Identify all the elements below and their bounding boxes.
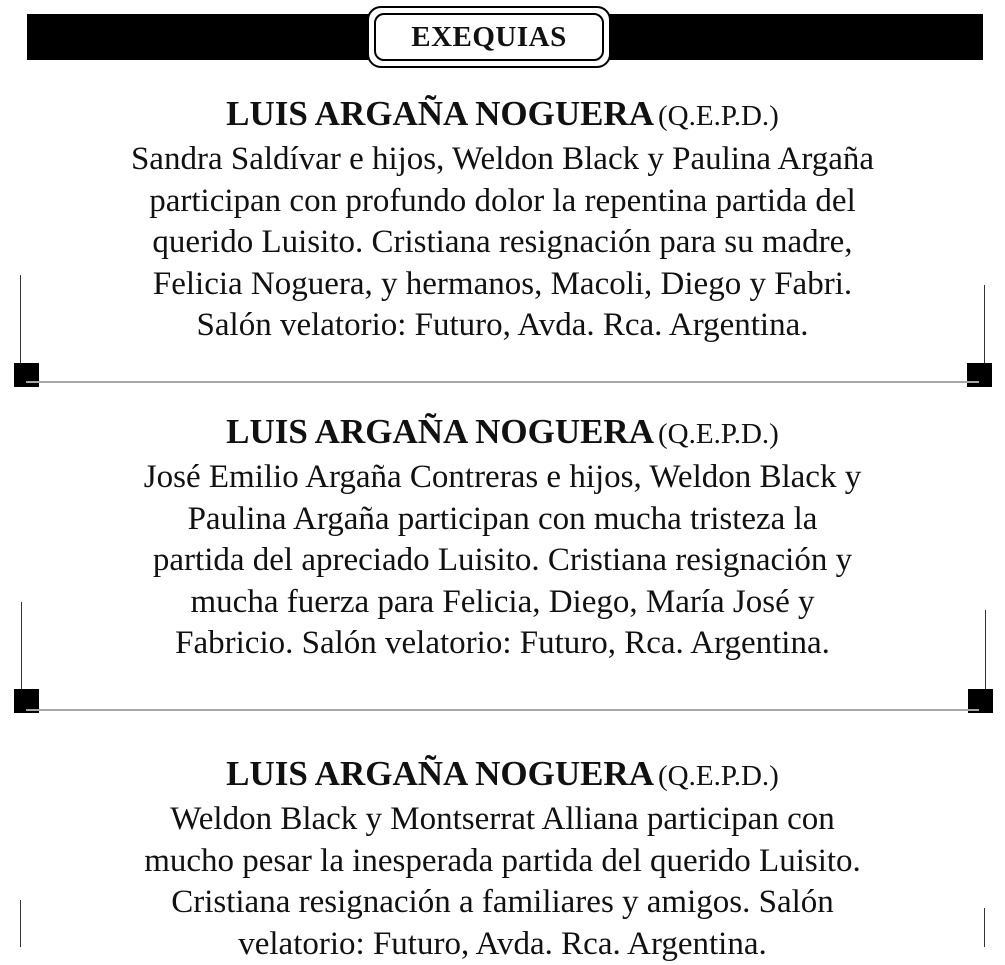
notice-heading bbox=[0, 96, 1005, 131]
deceased-name: LUIS ARGAÑA NOGUERA bbox=[226, 412, 654, 451]
qepd-suffix: (Q.E.P.D.) bbox=[658, 100, 779, 132]
notice-divider-2 bbox=[0, 602, 1005, 712]
notice-line: José Emilio Argaña Contreras e hijos, Weldon Black y bbox=[63, 457, 943, 499]
notice-heading bbox=[0, 756, 1005, 791]
divider-horizontal-rule bbox=[26, 381, 979, 383]
notice-line: Salón velatorio: Futuro, Avda. Rca. Argentina. bbox=[63, 305, 943, 347]
notice-line: Paulina Argaña participan con mucha tristeza la bbox=[63, 499, 943, 541]
divider-right-rule bbox=[984, 285, 985, 365]
deceased-name: LUIS ARGAÑA NOGUERA bbox=[226, 94, 654, 133]
notice-divider-1 bbox=[0, 275, 1005, 385]
deceased-name: LUIS ARGAÑA NOGUERA bbox=[226, 754, 654, 793]
notice-divider-3 bbox=[0, 900, 1005, 947]
divider-right-square bbox=[967, 363, 992, 387]
notice-line: participan con profundo dolor la repentina partida del bbox=[63, 181, 943, 223]
section-header-plaque-inner bbox=[374, 13, 604, 61]
divider-left-square bbox=[14, 363, 39, 387]
notice-line: querido Luisito. Cristiana resignación para su madre, bbox=[63, 222, 943, 264]
divider-horizontal-rule bbox=[26, 709, 979, 711]
divider-left-rule bbox=[20, 275, 21, 365]
divider-right-rule bbox=[984, 908, 985, 947]
qepd-suffix: (Q.E.P.D.) bbox=[658, 418, 779, 450]
divider-right-rule bbox=[985, 610, 986, 692]
notice-line: Weldon Black y Montserrat Alliana participan con bbox=[63, 799, 943, 841]
notice-line: Cristiana resignación a familiares y amigos. Salón bbox=[63, 882, 943, 924]
notice-line: mucha fuerza para Felicia, Diego, María José y bbox=[63, 582, 943, 624]
qepd-suffix: (Q.E.P.D.) bbox=[658, 760, 779, 792]
notice-line: velatorio: Futuro, Avda. Rca. Argentina. bbox=[63, 924, 943, 965]
notice-line: Felicia Noguera, y hermanos, Macoli, Diego y Fabri. bbox=[63, 264, 943, 306]
divider-left-rule bbox=[20, 900, 21, 947]
section-title: EXEQUIAS bbox=[411, 21, 567, 54]
notice-heading bbox=[0, 414, 1005, 449]
notice-line: partida del apreciado Luisito. Cristiana resignación y bbox=[63, 540, 943, 582]
notice-line: mucho pesar la inesperada partida del querido Luisito. bbox=[63, 841, 943, 883]
section-header-plaque bbox=[367, 6, 611, 68]
divider-left-rule bbox=[21, 602, 22, 692]
notice-line: Sandra Saldívar e hijos, Weldon Black y Paulina Argaña bbox=[63, 139, 943, 181]
notice-line: Fabricio. Salón velatorio: Futuro, Rca. Argentina. bbox=[63, 623, 943, 665]
